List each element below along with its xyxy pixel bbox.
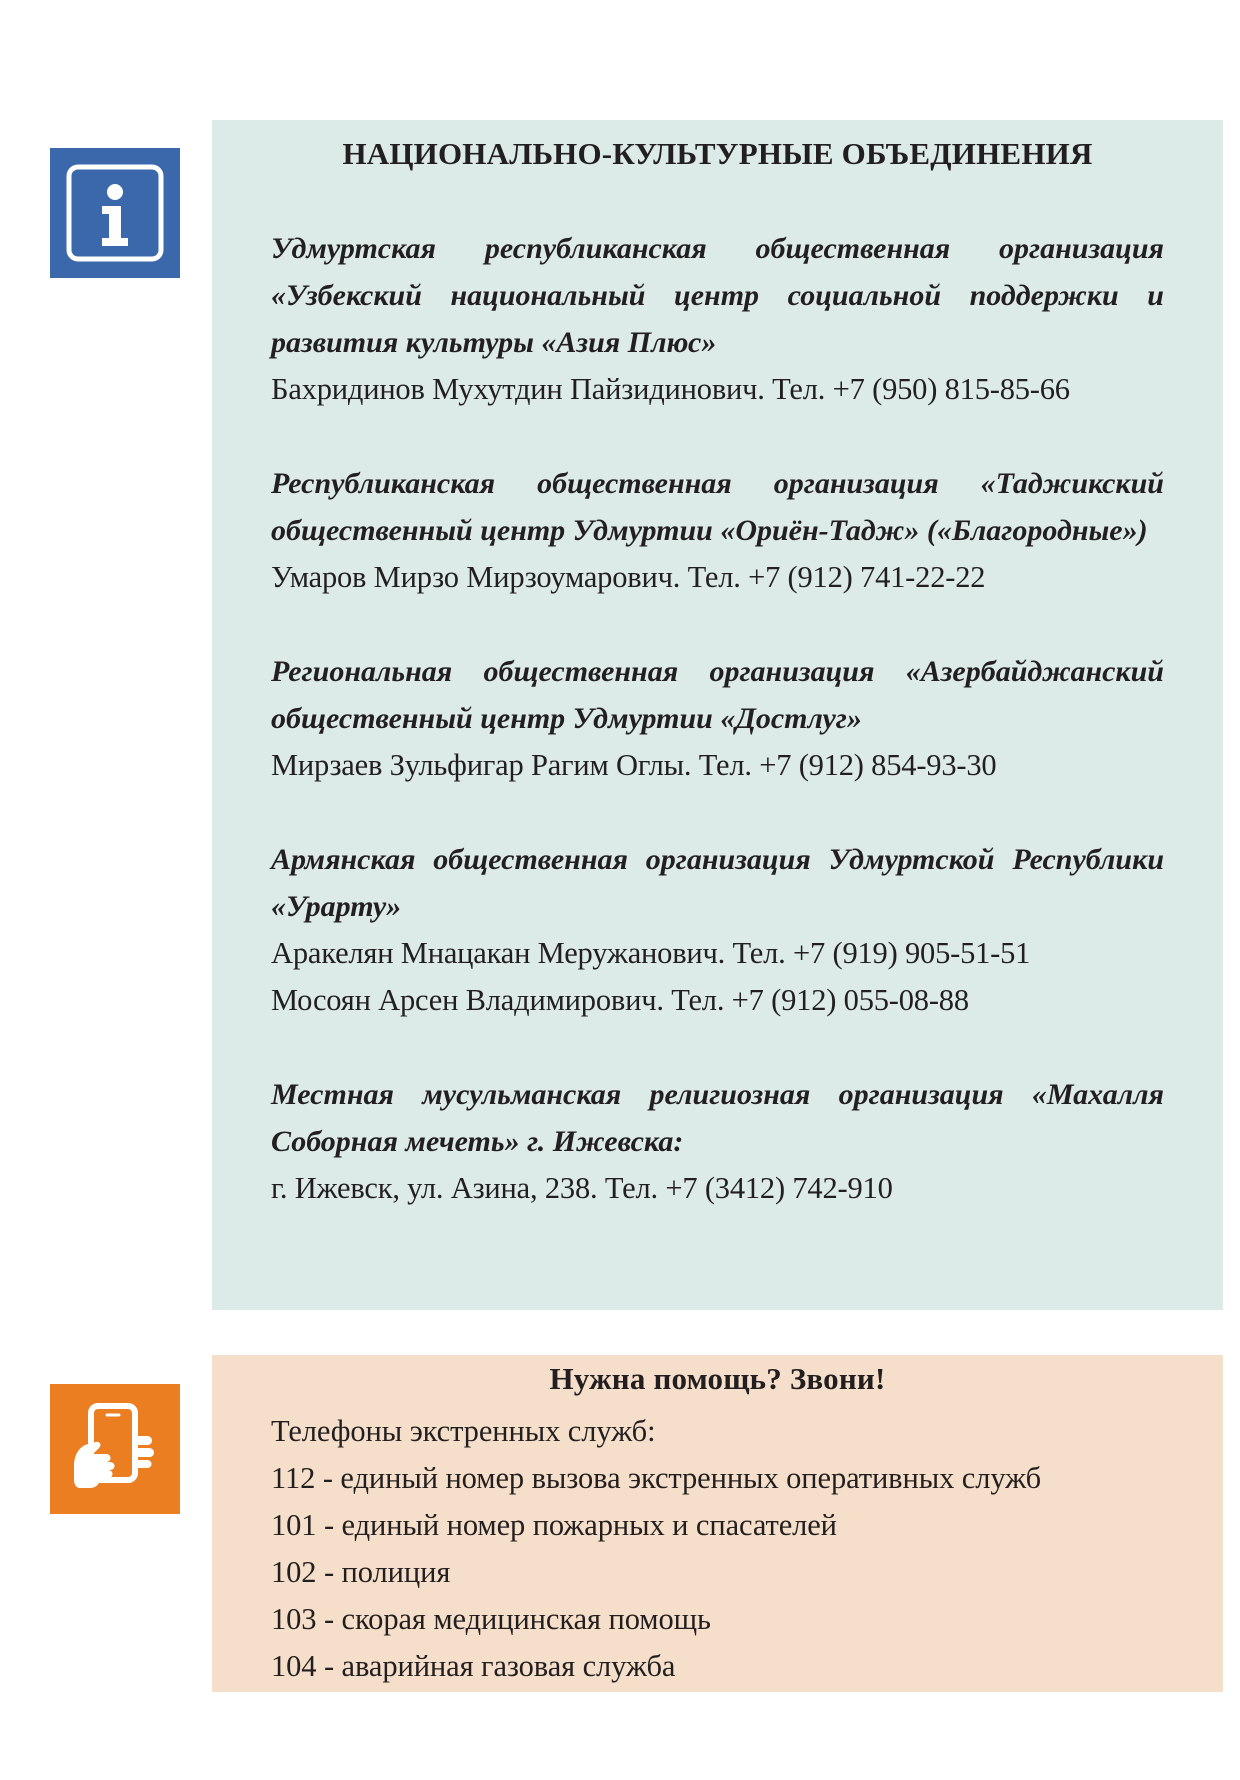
organization-entry (271, 836, 1164, 1024)
organization-contact: Мосоян Арсен Владимирович. Тел. +7 (912) 055-08-88 (271, 983, 969, 1017)
organization-entry (271, 225, 1164, 413)
organizations-list (271, 225, 1164, 1212)
organization-contact: Умаров Мирзо Мирзоумарович. Тел. +7 (912) 741-22-22 (271, 560, 986, 594)
help-title: Нужна помощь? Звони! (549, 1361, 886, 1396)
emergency-number-line: 104 - аварийная газовая служба (271, 1649, 676, 1683)
organization-name: Армянская общественная организация Удмуртской Республики «Урарту» (271, 843, 1164, 923)
organization-contact: Бахридинов Мухутдин Пайзидинович. Тел. +7 (950) 815-85-66 (271, 372, 1070, 406)
emergency-number-line: 103 - скорая медицинская помощь (271, 1602, 711, 1636)
organization-name: Республиканская общественная организация «Таджикский общественный центр Удмуртии «Ориён-Тадж» («Благородные») (271, 467, 1164, 547)
phone-in-hand-icon (50, 1384, 180, 1514)
emergency-intro: Телефоны экстренных служб: (271, 1414, 656, 1448)
emergency-number-line: 102 - полиция (271, 1555, 451, 1589)
organization-contact: г. Ижевск, ул. Азина, 238. Тел. +7 (3412) 742-910 (271, 1171, 893, 1205)
organization-contact: Аракелян Мнацакан Меружанович. Тел. +7 (919) 905-51-51 (271, 936, 1031, 970)
organization-contact: Мирзаев Зульфигар Рагим Оглы. Тел. +7 (912) 854-93-30 (271, 748, 997, 782)
emergency-number-line: 101 - единый номер пожарных и спасателей (271, 1508, 837, 1542)
info-icon-graphic (50, 148, 180, 278)
emergency-number-line: 112 - единый номер вызова экстренных оперативных служб (271, 1461, 1042, 1495)
emergency-help-panel (212, 1355, 1223, 1692)
organization-name: Местная мусульманская религиозная организация «Махалля Соборная мечеть» г. Ижевска: (271, 1078, 1164, 1158)
info-icon (50, 148, 180, 278)
organization-entry (271, 1071, 1164, 1212)
organization-entry (271, 648, 1164, 789)
organization-entry (271, 460, 1164, 601)
organization-name: Региональная общественная организация «Азербайджанский общественный центр Удмуртии «Достлуг» (271, 655, 1164, 735)
national-cultural-associations-panel (212, 120, 1223, 1310)
section-title: НАЦИОНАЛЬНО-КУЛЬТУРНЫЕ ОБЪЕДИНЕНИЯ (342, 136, 1093, 171)
phone-in-hand-graphic (50, 1384, 180, 1514)
organization-name: Удмуртская республиканская общественная организация «Узбекский национальный центр социальной поддержки и развития культуры «Азия Плюс» (271, 232, 1164, 359)
emergency-numbers-list (271, 1408, 1164, 1690)
